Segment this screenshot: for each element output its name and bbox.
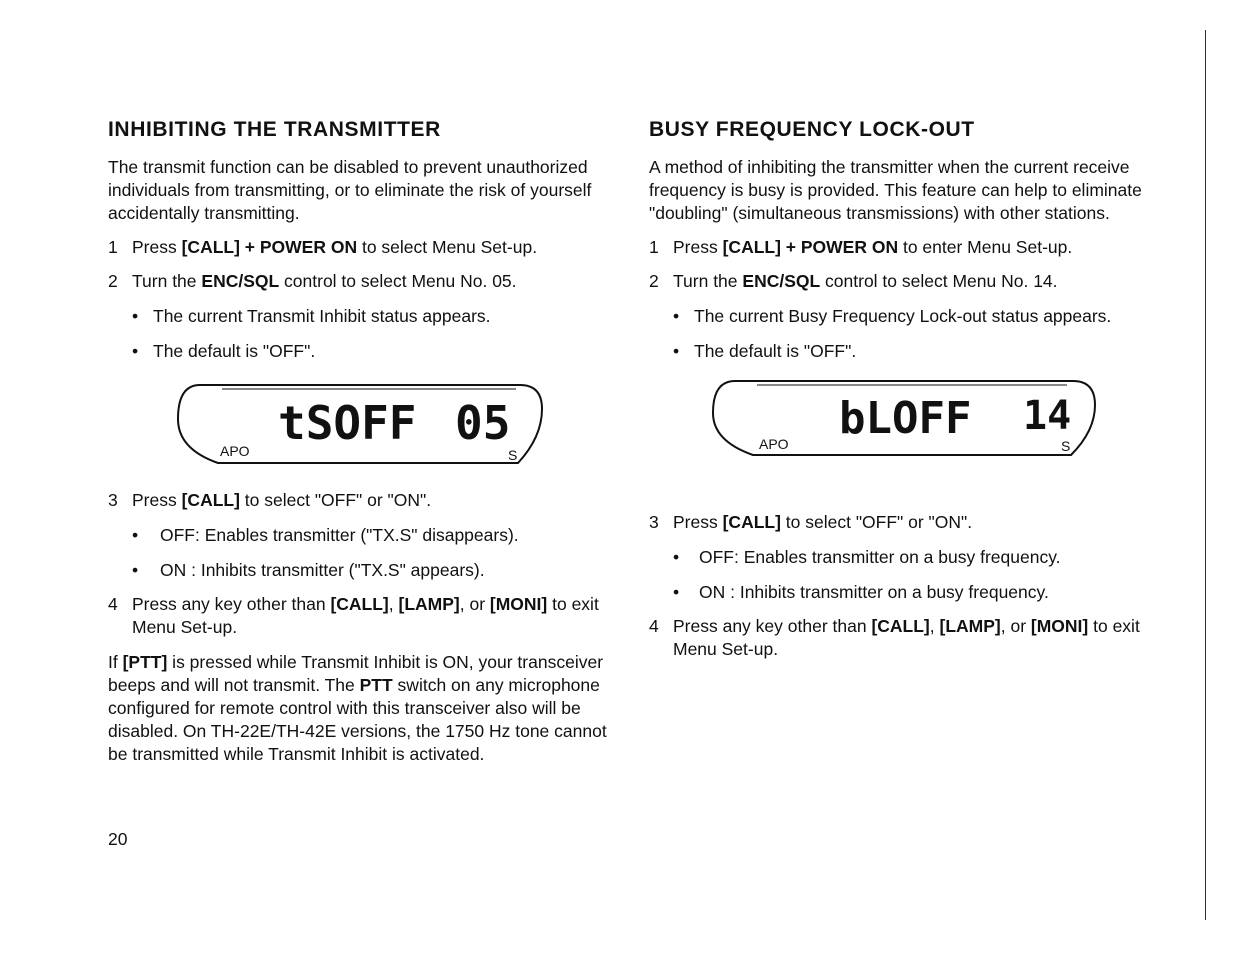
bullet-text: The default is "OFF". [153, 341, 316, 361]
step-text: , or [1000, 616, 1031, 636]
note-paragraph [108, 651, 618, 766]
step-text: to exit Menu Set-up. [673, 616, 1140, 659]
lcd-s-indicator: S [508, 447, 518, 463]
lcd-main-segments: tSOFF [278, 396, 417, 450]
key-label: PTT [359, 675, 393, 695]
key-label: [CALL] [330, 594, 389, 614]
step-number: 4 [649, 616, 659, 636]
bullet-text: The default is "OFF". [694, 341, 857, 361]
intro-paragraph: A method of inhibiting the transmitter when the current receive frequency is busy is provided. This feature can help to eliminate "doubling" (simultaneous transmissions) with other stations. [649, 157, 1142, 223]
step-text: to select "OFF" or "ON". [780, 512, 973, 532]
step-text: control to select Menu No. 05. [279, 271, 517, 291]
step-text: , or [459, 594, 490, 614]
key-label: [LAMP] [939, 616, 1001, 636]
note-text: is pressed while Transmit Inhibit is ON, your transceiver beeps and will not transmit. The [108, 652, 604, 695]
step-1 [108, 236, 618, 259]
step-text: Turn the [132, 271, 202, 291]
step-text: Press [132, 237, 182, 257]
bullet-text: The current Transmit Inhibit status appears. [153, 306, 491, 326]
step-number: 1 [649, 237, 659, 257]
step-4 [108, 593, 618, 639]
section-title: BUSY FREQUENCY LOCK-OUT [649, 118, 975, 141]
bullet-item [108, 305, 618, 328]
step-text: Press [132, 490, 182, 510]
step-3 [108, 489, 618, 512]
bullet-item [108, 340, 618, 363]
bullet-dot-icon: • [132, 306, 139, 326]
step-text: to enter Menu Set-up. [898, 237, 1073, 257]
step-number: 3 [108, 490, 118, 510]
key-label: [CALL] + POWER ON [181, 237, 358, 257]
bullet-dot-icon: • [673, 547, 680, 567]
bullet-dot-icon: • [132, 560, 139, 580]
step-2 [649, 270, 1169, 293]
step-2 [108, 270, 618, 293]
step-text: Press [673, 237, 723, 257]
bullet-item [649, 581, 1169, 604]
bullet-text: OFF: Enables transmitter ("TX.S" disappears). [160, 525, 519, 545]
bullet-text: OFF: Enables transmitter on a busy frequency. [699, 547, 1061, 567]
step-number: 1 [108, 237, 118, 257]
note-text: If [108, 652, 123, 672]
step-text: to select Menu Set-up. [357, 237, 538, 257]
step-text: control to select Menu No. 14. [820, 271, 1058, 291]
bullet-dot-icon: • [673, 341, 680, 361]
key-label: [LAMP] [398, 594, 460, 614]
bullet-item [649, 340, 1169, 363]
left-section-inhibiting-transmitter [108, 118, 618, 766]
step-text: Turn the [673, 271, 743, 291]
step-number: 2 [108, 271, 118, 291]
key-label: [CALL] [181, 490, 240, 510]
key-label: [MONI] [489, 594, 548, 614]
step-text: , [929, 616, 940, 636]
bullet-item [649, 546, 1169, 569]
lcd-display-menu-14 [705, 375, 1169, 463]
key-label: [CALL] + POWER ON [722, 237, 899, 257]
bullet-dot-icon: • [673, 582, 680, 602]
bullet-item [108, 524, 618, 547]
intro-paragraph: The transmit function can be disabled to prevent unauthorized individuals from transmitting, or to eliminate the risk of yourself accidentally transmitting. [108, 157, 592, 223]
step-4 [649, 615, 1169, 661]
bullet-dot-icon: • [132, 341, 139, 361]
step-text: Press any key other than [673, 616, 872, 636]
bullet-dot-icon: • [132, 525, 139, 545]
step-number: 2 [649, 271, 659, 291]
page-number: 20 [108, 829, 128, 849]
step-1 [649, 236, 1169, 259]
lcd-display-menu-05 [170, 379, 618, 471]
lcd-s-indicator: S [1061, 438, 1071, 454]
note-text: switch on any microphone configured for remote control with this transceiver also will be disabled. On TH-22E/TH-42E versions, the 1750 Hz tone cannot be transmitted while Transmit Inhibit is activated. [108, 675, 607, 764]
key-label: [CALL] [871, 616, 930, 636]
key-label: [CALL] [722, 512, 781, 532]
step-text: , [388, 594, 399, 614]
lcd-menu-number: 05 [455, 396, 511, 450]
step-number: 3 [649, 512, 659, 532]
step-text: Press [673, 512, 723, 532]
step-text: to exit Menu Set-up. [132, 594, 599, 637]
lcd-frame-icon [705, 375, 1100, 463]
key-label: [MONI] [1030, 616, 1089, 636]
lcd-main-segments: bLOFF [839, 393, 972, 444]
key-label: [PTT] [122, 652, 168, 672]
lcd-frame-icon [170, 379, 550, 471]
lcd-apo-indicator: APO [220, 443, 250, 459]
bullet-item [108, 559, 618, 582]
lcd-apo-indicator: APO [759, 436, 789, 452]
step-3 [649, 511, 1169, 534]
bullet-item [649, 305, 1169, 328]
control-label: ENC/SQL [201, 271, 280, 291]
bullet-text: The current Busy Frequency Lock-out status appears. [694, 306, 1112, 326]
step-number: 4 [108, 594, 118, 614]
bullet-text: ON : Inhibits transmitter ("TX.S" appears). [160, 560, 485, 580]
step-text: Press any key other than [132, 594, 331, 614]
step-text: to select "OFF" or "ON". [239, 490, 432, 510]
section-title: INHIBITING THE TRANSMITTER [108, 118, 441, 141]
control-label: ENC/SQL [742, 271, 821, 291]
page-edge-rule [1205, 30, 1206, 920]
lcd-menu-number: 14 [1023, 393, 1072, 439]
bullet-text: ON : Inhibits transmitter on a busy frequency. [699, 582, 1049, 602]
bullet-dot-icon: • [673, 306, 680, 326]
right-section-busy-frequency-lockout [649, 118, 1169, 661]
